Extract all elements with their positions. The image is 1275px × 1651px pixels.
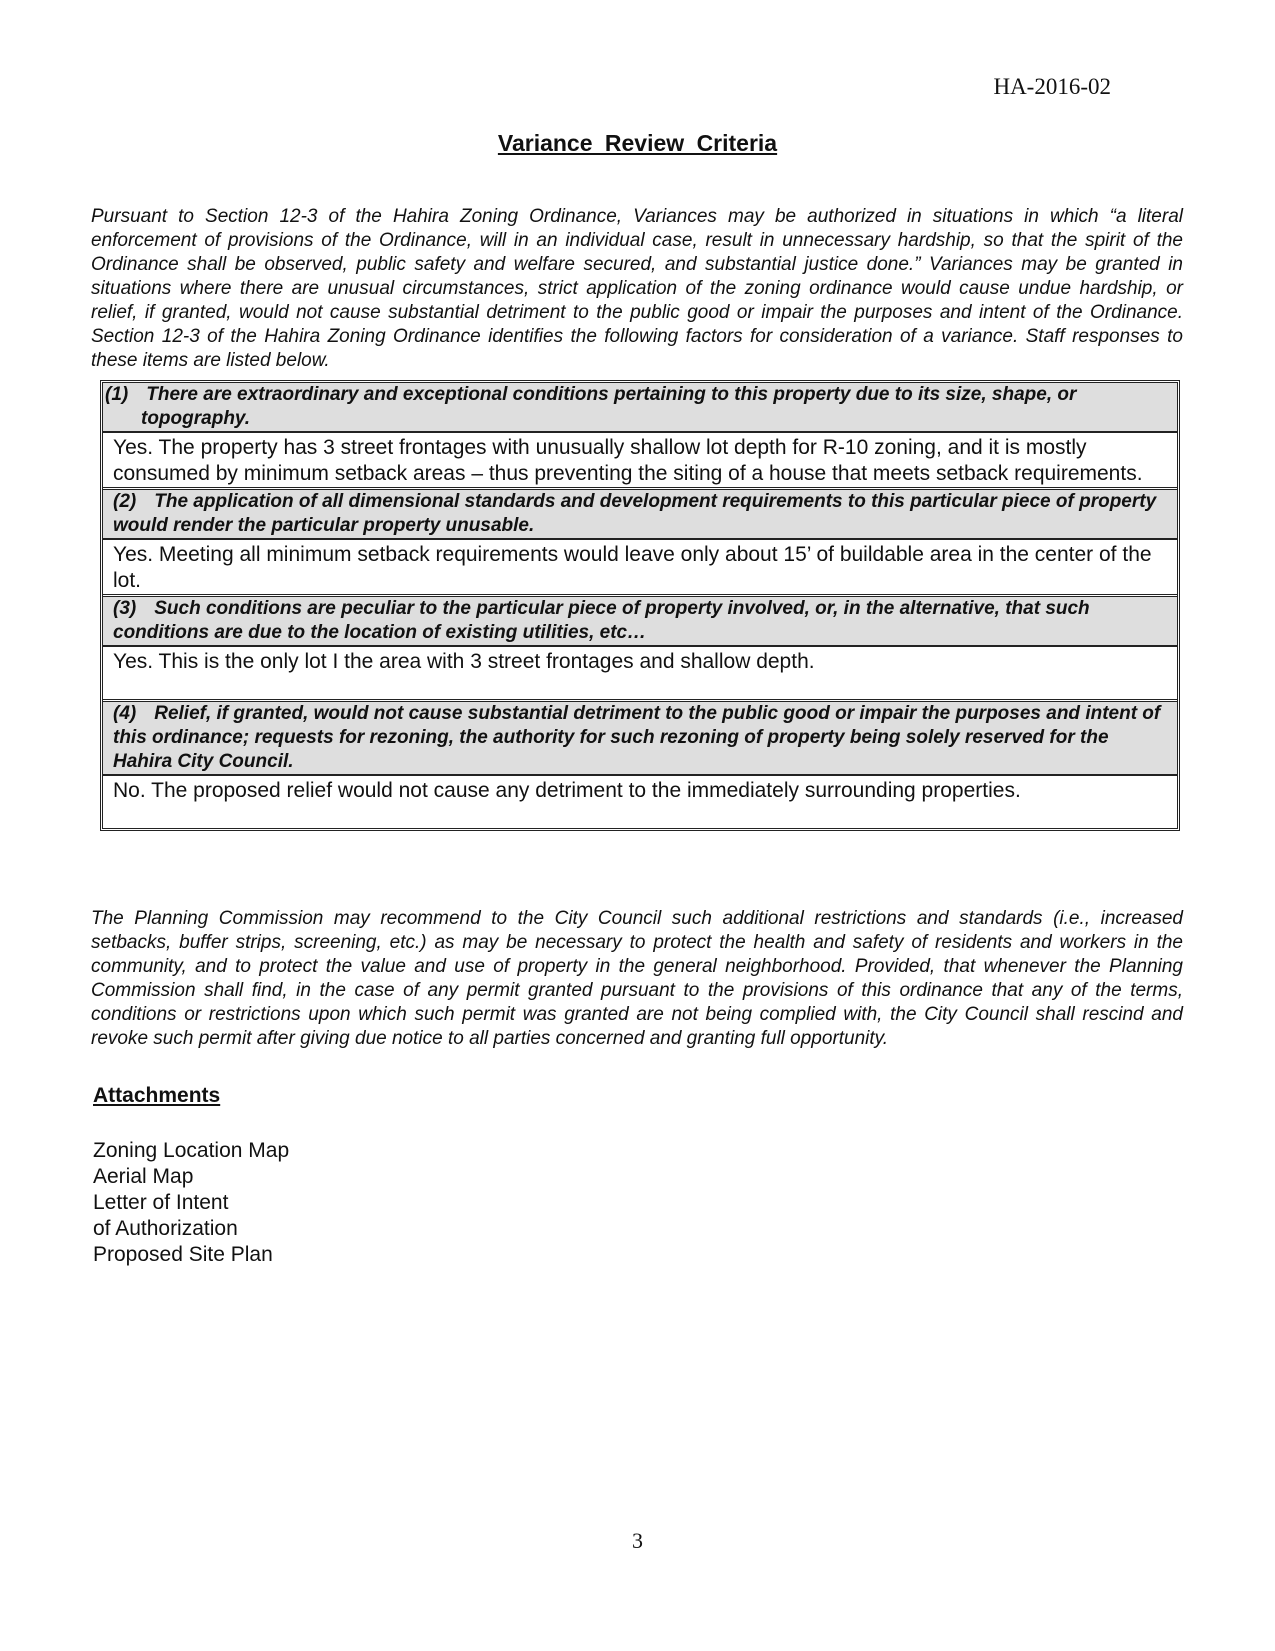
criterion-question-text: There are extraordinary and exceptional conditions pertaining to this property due to its size, shape, or: [146, 384, 1077, 405]
criterion-answer-2: Yes. Meeting all minimum setback requirements would leave only about 15’ of buildable area in the center of the lot.: [103, 540, 1177, 597]
criterion-answer-3: Yes. This is the only lot I the area with 3 street frontages and shallow depth.: [103, 647, 1177, 702]
criterion-number: (2): [113, 491, 137, 512]
criterion-answer-1: Yes. The property has 3 street frontages with unusually shallow lot depth for R-10 zoning, and it is mostly consumed by minimum setback areas – thus preventing the siting of a house that meets setback requirements.: [103, 433, 1177, 490]
criteria-table: [100, 380, 1180, 831]
attachments-list: [93, 1138, 289, 1268]
criterion-number: (1): [105, 384, 129, 405]
criterion-question-1: [103, 383, 1177, 433]
criterion-question-text: Such conditions are peculiar to the particular piece of property involved, or, in the alternative, that such conditions are due to the location of existing utilities, etc…: [113, 598, 1090, 643]
intro-paragraph: Pursuant to Section 12-3 of the Hahira Zoning Ordinance, Variances may be authorized in situations in which “a literal enforcement of provisions of the Ordinance, will in an individual case, result in unnecessary hardship, so that the spirit of the Ordinance shall be observed, public safety and welfare secured, and substantial justice done.” Variances may be granted in situations where there are unusual circumstances, strict application of the zoning ordinance would cause undue hardship, or relief, if granted, would not cause substantial detriment to the public good or impair the purposes and intent of the Ordinance. Section 12-3 of the Hahira Zoning Ordinance identifies the following factors for consideration of a variance. Staff responses to these items are listed below.: [91, 206, 1183, 371]
criterion-question-2: [103, 490, 1177, 540]
attachment-item: of Authorization: [93, 1217, 238, 1240]
criterion-question-3: [103, 597, 1177, 647]
criterion-question-continuation: topography.: [141, 408, 251, 429]
attachment-item: Zoning Location Map: [93, 1139, 290, 1162]
criterion-question-text: The application of all dimensional standards and development requirements to this particular piece of property would render the particular property unusable.: [113, 491, 1157, 536]
closing-paragraph: The Planning Commission may recommend to the City Council such additional restrictions and standards (i.e., increased setbacks, buffer strips, screening, etc.) as may be necessary to protect the health and safety of residents and workers in the community, and to protect the value and use of property in the general neighborhood. Provided, that whenever the Planning Commission shall find, in the case of any permit granted pursuant to the provisions of this ordinance that any of the terms, conditions or restrictions upon which such permit was granted are not being complied with, the City Council shall rescind and revoke such permit after giving due notice to all parties concerned and granting full opportunity.: [91, 908, 1183, 1049]
page-number: 3: [632, 1528, 643, 1553]
criterion-number: (3): [113, 598, 137, 619]
criterion-question-text: Relief, if granted, would not cause substantial detriment to the public good or impair the purposes and intent of this ordinance; requests for rezoning, the authority for such rezoning of property being solely reserved for the Hahira City Council.: [113, 703, 1161, 772]
case-number: HA-2016-02: [993, 74, 1111, 99]
criterion-answer-4: No. The proposed relief would not cause any detriment to the immediately surrounding properties.: [103, 776, 1177, 828]
attachments-heading: Attachments: [93, 1084, 221, 1107]
attachment-item: Letter of Intent: [93, 1191, 229, 1214]
attachment-item: Aerial Map: [93, 1165, 194, 1188]
attachment-item: Proposed Site Plan: [93, 1243, 273, 1266]
document-title: Variance Review Criteria: [497, 130, 778, 156]
criterion-number: (4): [113, 703, 137, 724]
criterion-question-4: [103, 702, 1177, 776]
